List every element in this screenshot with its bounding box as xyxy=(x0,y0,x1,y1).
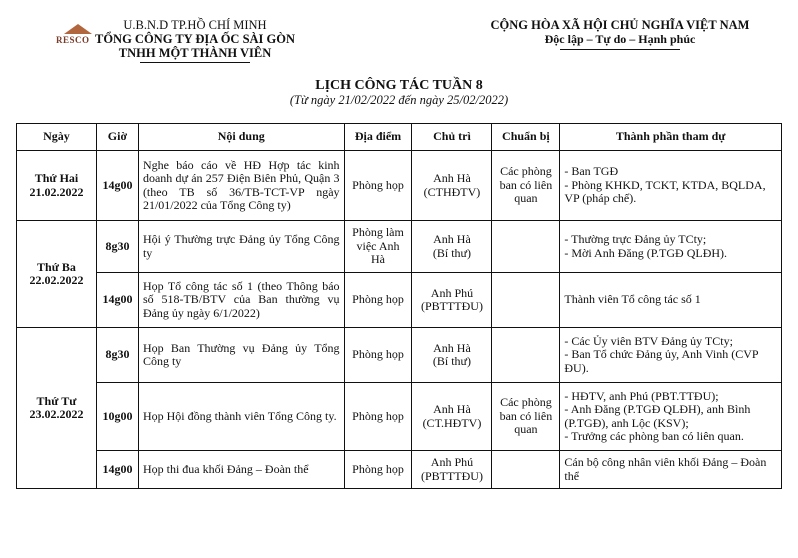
table-row xyxy=(17,151,782,221)
chair-cell xyxy=(412,151,492,221)
day-cell xyxy=(17,221,97,328)
attendees-cell xyxy=(560,151,782,221)
chair-cell xyxy=(412,328,492,383)
table-header-row xyxy=(17,124,782,151)
issuer-line-2: TỔNG CÔNG TY ĐỊA ỐC SÀI GÒN xyxy=(94,32,296,46)
attendee-line: Thành viên Tổ công tác số 1 xyxy=(564,292,701,307)
chair-name: Anh Hà xyxy=(433,171,471,185)
chair-name: Anh Phú xyxy=(430,285,474,300)
chair-role: (PBTTTĐU) xyxy=(420,468,483,483)
prep-cell: Các phòng ban có liên quan xyxy=(492,151,560,221)
chair-cell xyxy=(412,273,492,328)
national-header xyxy=(470,18,770,50)
attendee-line: - Ban TGĐ xyxy=(564,164,619,179)
document-title: LỊCH CÔNG TÁC TUẦN 8 xyxy=(315,78,483,93)
chair-cell xyxy=(412,451,492,489)
attendee-line: - HĐTV, anh Phú (PBT.TTĐU); xyxy=(564,388,719,403)
time-cell: 8g30 xyxy=(96,221,138,273)
attendee-line: - Anh Đăng (P.TGĐ QLĐH), anh Bình (P.TGĐ), anh Lộc (KSV); xyxy=(564,402,751,430)
attendees-cell xyxy=(560,451,782,489)
issuer-line-1: U.B.N.D TP.HỒ CHÍ MINH xyxy=(123,18,267,32)
prep-cell xyxy=(492,273,560,328)
company-logo: RESCO xyxy=(56,35,90,45)
chair-name: Anh Hà xyxy=(433,402,471,416)
chair-role: (PBTTTĐU) xyxy=(420,299,483,313)
content-cell: Nghe báo cáo về HĐ Hợp tác kinh doanh dự án 257 Điện Biên Phủ, Quận 3 (theo TB số 36/TB-TCT-VP ngày 21/01/2022 của Tổng Công ty) xyxy=(138,151,344,221)
motto-underline xyxy=(560,49,680,50)
table-row xyxy=(17,328,782,383)
place-cell: Phòng họp xyxy=(344,273,412,328)
time-cell: 14g00 xyxy=(96,273,138,328)
chair-cell xyxy=(412,221,492,273)
chair-name: Anh Hà xyxy=(433,340,471,355)
attendee-line: - Ban Tổ chức Đảng ủy, Anh Vinh (CVP ĐU). xyxy=(564,347,759,375)
national-motto: Độc lập – Tự do – Hạnh phúc xyxy=(544,32,696,46)
time-cell: 8g30 xyxy=(96,328,138,383)
place-cell: Phòng làm việc Anh Hà xyxy=(344,221,412,273)
chair-role: (CTHĐTV) xyxy=(423,184,481,199)
col-header-attendees: Thành phần tham dự xyxy=(560,124,782,151)
attendees-cell xyxy=(560,383,782,451)
day-name: Thứ Tư xyxy=(36,393,77,408)
chair-cell xyxy=(412,383,492,451)
attendee-line: - Trưởng các phòng ban có liên quan. xyxy=(564,429,744,443)
chair-role: (Bí thư) xyxy=(432,354,472,368)
prep-cell xyxy=(492,451,560,489)
day-name: Thứ Hai xyxy=(34,171,79,185)
attendee-line: - Mời Anh Đăng (P.TGĐ QLĐH). xyxy=(564,245,728,260)
day-cell xyxy=(17,328,97,489)
content-cell: Họp thi đua khối Đảng – Đoàn thể xyxy=(138,451,344,489)
col-header-content: Nội dung xyxy=(138,124,344,151)
col-header-prep: Chuẩn bị xyxy=(492,124,560,151)
place-cell: Phòng họp xyxy=(344,383,412,451)
place-cell: Phòng họp xyxy=(344,451,412,489)
chair-name: Anh Phú xyxy=(430,455,474,469)
chair-role: (Bí thư) xyxy=(432,245,472,260)
col-header-day: Ngày xyxy=(17,124,97,151)
day-name: Thứ Ba xyxy=(37,259,76,274)
document-subtitle: (Từ ngày 21/02/2022 đến ngày 25/02/2022) xyxy=(289,93,509,107)
schedule-table xyxy=(16,123,782,489)
attendee-line: - Thường trực Đảng ủy TCty; xyxy=(564,232,707,246)
place-cell: Phòng họp xyxy=(344,151,412,221)
time-cell: 10g00 xyxy=(96,383,138,451)
day-date: 21.02.2022 xyxy=(29,184,84,199)
day-date: 22.02.2022 xyxy=(29,273,84,287)
chair-name: Anh Hà xyxy=(433,232,471,246)
attendees-cell xyxy=(560,328,782,383)
table-row xyxy=(17,221,782,273)
place-cell: Phòng họp xyxy=(344,328,412,383)
content-cell: Họp Hội đồng thành viên Tổng Công ty. xyxy=(138,383,344,451)
issuer-line-3: TNHH MỘT THÀNH VIÊN xyxy=(118,46,272,60)
attendees-cell xyxy=(560,221,782,273)
attendee-line: Cán bộ công nhân viên khối Đảng – Đoàn thể xyxy=(564,455,767,483)
attendees-cell xyxy=(560,273,782,328)
chair-role: (CT.HĐTV) xyxy=(422,415,482,430)
attendee-line: - Các Ủy viên BTV Đảng ủy TCty; xyxy=(564,333,733,348)
issuer-underline xyxy=(140,62,250,63)
col-header-time: Giờ xyxy=(96,124,138,151)
issuer-header xyxy=(60,18,330,63)
prep-cell: Các phòng ban có liên quan xyxy=(492,383,560,451)
national-title: CỘNG HÒA XÃ HỘI CHỦ NGHĨA VIỆT NAM xyxy=(490,18,750,32)
time-cell: 14g00 xyxy=(96,451,138,489)
day-cell xyxy=(17,151,97,221)
table-row xyxy=(17,451,782,489)
content-cell: Họp Tổ công tác số 1 (theo Thông báo số 518-TB/BTV của Ban thường vụ Đảng ủy ngày 6/1/2022) xyxy=(138,273,344,328)
attendee-line: - Phòng KHKD, TCKT, KTDA, BQLDA, VP (pháp chế). xyxy=(564,177,766,206)
content-cell: Họp Ban Thường vụ Đảng ủy Tổng Công ty xyxy=(138,328,344,383)
col-header-place: Địa điểm xyxy=(344,124,412,151)
table-row xyxy=(17,273,782,328)
col-header-chair: Chủ trì xyxy=(412,124,492,151)
prep-cell xyxy=(492,328,560,383)
day-date: 23.02.2022 xyxy=(29,407,84,421)
content-cell: Hội ý Thường trực Đảng ủy Tổng Công ty xyxy=(138,221,344,273)
time-cell: 14g00 xyxy=(96,151,138,221)
table-row xyxy=(17,383,782,451)
prep-cell xyxy=(492,221,560,273)
